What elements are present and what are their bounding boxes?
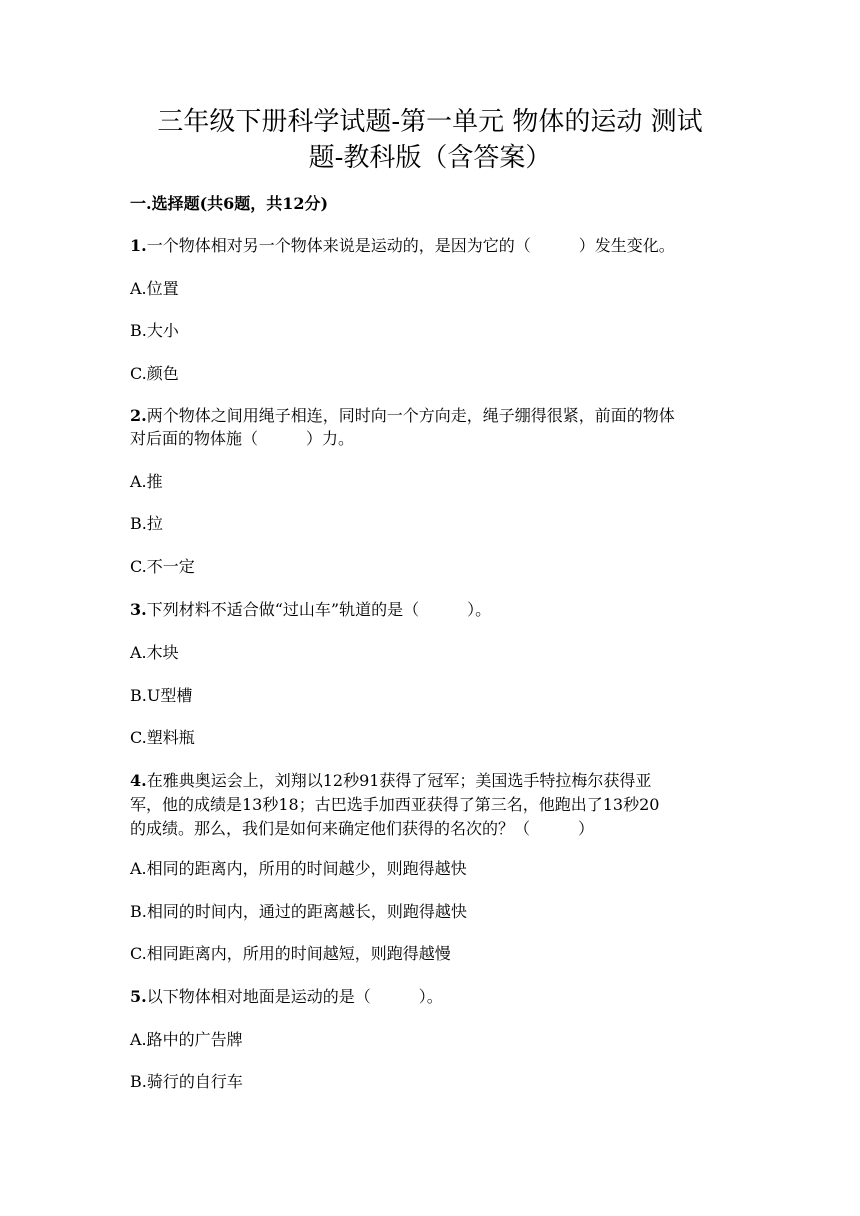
option-1b: B.大小 [130, 321, 179, 340]
question-text: 下列材料不适合做“过山车”轨道的是（ ）。 [146, 600, 492, 619]
question-text-line-1: 两个物体之间用绳子相连，同时向一个方向走，绳子绷得很紧，前面的物体 [146, 406, 675, 425]
option-3c: C.塑料瓶 [130, 728, 195, 747]
section-heading: 一.选择题(共6题，共12分) [130, 194, 329, 213]
question-number: 5. [130, 987, 147, 1006]
question-1 [130, 236, 730, 256]
option-1a: A.位置 [130, 279, 179, 298]
question-2 [130, 406, 730, 426]
question-2-line-2: 对后面的物体施（ ）力。 [130, 429, 355, 448]
question-text: 一个物体相对另一个物体来说是运动的，是因为它的（ ）发生变化。 [146, 236, 675, 255]
title-line-2: 题-教科版（含答案） [308, 143, 552, 173]
question-text: 以下物体相对地面是运动的是（ ）。 [146, 987, 443, 1006]
question-4-line-2: 军，他的成绩是13秒18；古巴选手加西亚获得了第三名，他跑出了13秒20 [130, 795, 660, 814]
question-4 [130, 771, 730, 791]
option-5b: B.骑行的自行车 [130, 1072, 243, 1091]
option-4b: B.相同的时间内，通过的距离越长，则跑得越快 [130, 902, 467, 921]
question-4-line-3: 的成绩。那么，我们是如何来确定他们获得的名次的？（ ） [130, 819, 595, 838]
question-number: 2. [130, 406, 147, 425]
option-2c: C.不一定 [130, 557, 195, 576]
question-5 [130, 987, 730, 1007]
question-number: 1. [130, 236, 147, 255]
option-2a: A.推 [130, 472, 163, 491]
question-number: 4. [130, 771, 147, 790]
option-3b: B.U型槽 [130, 686, 193, 705]
option-4a: A.相同的距离内，所用的时间越少，则跑得越快 [130, 859, 467, 878]
option-4c: C.相同距离内，所用的时间越短，则跑得越慢 [130, 944, 451, 963]
option-5a: A.路中的广告牌 [130, 1030, 243, 1049]
question-number: 3. [130, 600, 147, 619]
document-title [130, 104, 730, 176]
title-line-1: 三年级下册科学试题-第一单元 物体的运动 测试 [157, 107, 703, 137]
question-3 [130, 600, 730, 620]
option-3a: A.木块 [130, 643, 179, 662]
option-2b: B.拉 [130, 514, 163, 533]
option-1c: C.颜色 [130, 364, 179, 383]
question-text-line-1: 在雅典奥运会上，刘翔以12秒91获得了冠军；美国选手特拉梅尔获得亚 [146, 771, 652, 790]
